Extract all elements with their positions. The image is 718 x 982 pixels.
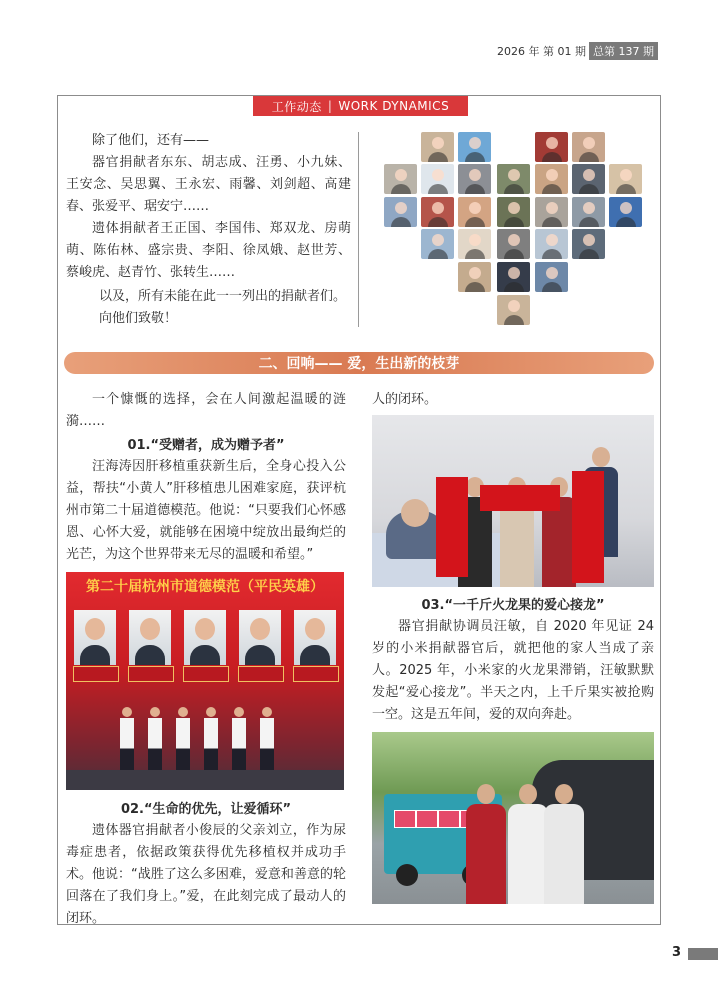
donor-portrait <box>535 229 568 259</box>
story-2-text: 遗体器官捐献者小俊辰的父亲刘立，作为尿毒症患者，依据政策获得优先移植权并成功手术。他说：“战胜了这么多困难，爱意和善意的轮回落在了我们身上。”爱，在此刻完成了最动人的闭环。 <box>66 823 346 926</box>
honoree-figure <box>148 707 162 779</box>
intro-paragraph-5: 向他们致敬！ <box>99 311 178 326</box>
award-nameplate <box>238 666 284 682</box>
honoree-figure <box>232 707 246 779</box>
column-divider <box>358 132 359 327</box>
total-issue-badge: 总第 137 期 <box>589 42 658 60</box>
donor-portrait <box>609 197 642 227</box>
donor-portrait <box>497 295 530 325</box>
award-nameplate <box>183 666 229 682</box>
red-banner <box>480 485 560 511</box>
award-nameplate <box>293 666 339 682</box>
section-heading-bar <box>64 352 654 374</box>
story-2-title: 02.“生命的优先，让爱循环” <box>120 802 292 817</box>
donor-portrait <box>384 197 417 227</box>
intro-paragraph-4: 以及，所有未能在此一一列出的捐献者们。 <box>99 289 347 304</box>
dragon-fruit-delivery-photo <box>372 732 654 904</box>
award-portrait <box>74 610 116 665</box>
donor-portrait <box>572 164 605 194</box>
award-banner-text: 第二十届杭州市道德模范（平民英雄） <box>86 579 324 595</box>
award-portrait <box>294 610 336 665</box>
donor-portrait <box>421 132 454 162</box>
donor-portrait <box>458 262 491 292</box>
donor-portrait <box>458 132 491 162</box>
award-portrait <box>239 610 281 665</box>
donor-portrait <box>458 164 491 194</box>
red-couplet <box>572 471 604 583</box>
donor-portrait <box>572 132 605 162</box>
page-number: 3 <box>672 945 682 960</box>
section-title: 二、回响—— 爱，生出新的枝芽 <box>258 356 460 372</box>
banner-separator: | <box>327 99 333 113</box>
story-3-text: 器官捐献协调员汪敏，自 2020 年见证 24 岁的小米捐献器官后，就把他的家人当成了亲人。2025 年，小米家的火龙果滞销，汪敏默默发起“爱心接龙”。半天之内，上千斤果实被抢购一空。这是五年间，爱的双向奔赴。 <box>372 619 654 722</box>
fruit-box <box>416 810 438 828</box>
lead-paragraph: 一个慷慨的选择，会在人间激起温暖的涟漪…… <box>66 392 346 429</box>
helper-figure <box>544 784 590 904</box>
intro-paragraph-1: 除了他们，还有—— <box>92 133 210 148</box>
donor-portrait <box>421 229 454 259</box>
stage-floor <box>66 770 344 790</box>
donor-portrait <box>535 164 568 194</box>
donor-portrait <box>497 164 530 194</box>
intro-paragraph-2: 器官捐献者东东、胡志成、汪勇、小九妹、王安念、吴思翼、王永宏、雨馨、刘剑超、高建春、张爱平、琚安宁…… <box>66 155 351 214</box>
banner-title-en: WORK DYNAMICS <box>338 99 450 113</box>
story-2-text-continued: 人的闭环。 <box>372 392 438 407</box>
banner-title-cn: 工作动态 <box>271 99 322 114</box>
moral-model-award-photo <box>66 572 344 790</box>
donor-portrait <box>458 197 491 227</box>
donor-portrait <box>497 197 530 227</box>
honoree-figure <box>176 707 190 779</box>
donor-portrait <box>535 262 568 292</box>
donor-portrait <box>497 229 530 259</box>
award-portrait <box>184 610 226 665</box>
issue-info <box>497 42 658 60</box>
donor-portrait <box>572 229 605 259</box>
red-couplet <box>436 477 468 577</box>
donor-portrait <box>609 164 642 194</box>
donor-portrait <box>421 197 454 227</box>
honoree-figure <box>204 707 218 779</box>
donor-portrait <box>535 197 568 227</box>
work-dynamics-banner <box>253 96 468 116</box>
story-1-text: 汪海涛因肝移植重获新生后，全身心投入公益，帮扶“小黄人”肝移植患儿困难家庭，获评杭州市第二十届道德模范。他说：“只要我们心怀感恩、心怀大爱，就能够在困境中绽放出最绚烂的光芒，为这个世界带来无尽的温暖和希望。” <box>66 459 346 562</box>
issue-number: 2026 年 第 01 期 <box>497 45 586 58</box>
honoree-figure <box>120 707 134 779</box>
helper-figure <box>508 784 548 904</box>
award-nameplate <box>73 666 119 682</box>
award-portrait <box>129 610 171 665</box>
donor-portrait <box>458 229 491 259</box>
page-tab <box>688 948 718 960</box>
fruit-box <box>438 810 460 828</box>
fruit-box <box>394 810 416 828</box>
story-3-title: 03.“一千斤火龙果的爱心接龙” <box>421 598 605 613</box>
donor-portrait <box>421 164 454 194</box>
story-1-title: 01.“受赠者，成为赠予者” <box>127 438 285 453</box>
donor-portrait <box>535 132 568 162</box>
helper-figure <box>466 784 506 904</box>
hospital-visit-photo <box>372 415 654 587</box>
intro-paragraph-3: 遗体捐献者王正国、李国伟、郑双龙、房萌萌、陈佑林、盛宗贵、李阳、徐凤娥、赵世芳、蔡峻虎、赵青竹、张转生…… <box>66 221 351 280</box>
honoree-figure <box>260 707 274 779</box>
donor-portrait <box>572 197 605 227</box>
award-nameplate <box>128 666 174 682</box>
donor-portrait <box>384 164 417 194</box>
donor-portrait <box>497 262 530 292</box>
